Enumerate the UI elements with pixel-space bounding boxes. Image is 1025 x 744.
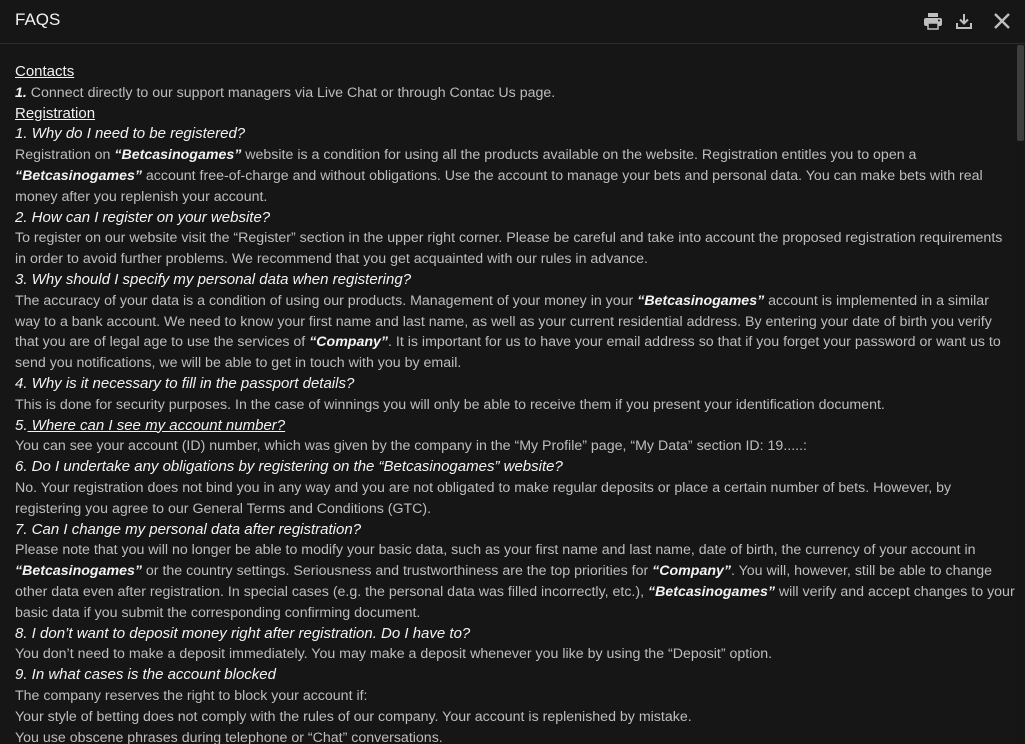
close-icon xyxy=(993,12,1011,30)
scrollbar-track[interactable] xyxy=(1016,45,1025,744)
faq-question-9: 9. In what cases is the account blocked xyxy=(15,666,276,684)
faq-answer-7: Please note that you will no longer be able to modify your basic data, such as your first name and last name, date of birth, the currency of your account in “Betcasinogames” or the country settings. Seriousness and trustworthiness are the top priorities for “Company”. You will, however, still be able to change other data even after registration. In special cases (e.g. the personal data was filled incorrectly, etc.), “Betcasinogames” will verify and accept changes to your basic data if you submit the corresponding confirming document. xyxy=(15,542,1015,621)
faq-question-5: 5. Where can I see my account number? xyxy=(15,416,286,434)
faq-question-8: 8. I don’t want to deposit money right after registration. Do I have to? xyxy=(15,624,471,642)
faq-answer-9-line-3: You use obscene phrases during telephone or “Chat” conversations. xyxy=(15,729,443,744)
download-button[interactable] xyxy=(952,9,976,33)
faq-question-3: 3. Why should I specify my personal data when registering? xyxy=(15,270,412,288)
section-heading-contacts: Contacts xyxy=(15,63,75,80)
faq-content xyxy=(15,62,1015,744)
download-icon xyxy=(955,12,973,30)
faq-answer-5: You can see your account (ID) number, which was given by the company in the “My Profile” page, “My Data” section ID: 19.....: xyxy=(15,438,807,455)
modal-title: FAQS xyxy=(15,10,61,29)
faq-answer-1: Registration on “Betcasinogames” website is a condition for using all the products available on the website. Registration entitles you to open a “Betcasinogames” account free-of-charge and without obligations. Use the account to manage your bets and personal data. You can make bets with real money after you replenish your account. xyxy=(15,147,983,205)
print-button[interactable] xyxy=(921,9,945,33)
print-icon xyxy=(923,12,943,30)
close-button[interactable] xyxy=(990,9,1014,33)
faq-question-4: 4. Why is it necessary to fill in the passport details? xyxy=(15,374,355,392)
faq-answer-9-line-1: The company reserves the right to block your account if: xyxy=(15,687,368,704)
faq-question-2: 2. How can I register on your website? xyxy=(15,208,271,226)
faq-answer-4: This is done for security purposes. In the case of winnings you will only be able to receive them if you present your identification document. xyxy=(15,396,885,413)
modal-header xyxy=(0,0,1025,44)
faq-question-1: 1. Why do I need to be registered? xyxy=(15,125,246,143)
faq-answer-3: The accuracy of your data is a condition of using our products. Management of your money in your “Betcasinogames” account is implemented in a similar way to a bank account. We need to know your first name and last name, as well as your current residential address. By entering your date of birth you verify that you are of legal age to use the services of “Company”. It is important for us to have your email address so that if you forget your password or want us to send you notifications, we will be able to get in touch with you by email. xyxy=(15,292,1001,372)
faq-answer-8: You don’t need to make a deposit immediately. You may make a deposit whenever you like by using the “Deposit” option. xyxy=(15,646,773,663)
scrollbar-thumb[interactable] xyxy=(1017,45,1024,141)
faq-question-7: 7. Can I change my personal data after registration? xyxy=(15,520,362,538)
contacts-item-1: 1. Connect directly to our support managers via Live Chat or through Contac Us page. xyxy=(15,84,556,101)
faq-answer-2: To register on our website visit the “Register” section in the upper right corner. Please be careful and take into account the proposed registration requirements in order to avoid further problems. We recommend that you get acquainted with our rules in advance. xyxy=(15,230,1003,268)
section-heading-registration: Registration xyxy=(15,104,96,122)
faq-answer-9-line-2: Your style of betting does not comply with the rules of our company. Your account is replenished by mistake. xyxy=(15,708,692,725)
faq-question-6: 6. Do I undertake any obligations by registering on the “Betcasinogames” website? xyxy=(15,458,563,476)
faq-answer-6: No. Your registration does not bind you in any way and you are not obligated to make regular deposits or place a certain number of bets. However, by registering you agree to our General Terms and Conditions (GTC). xyxy=(15,479,952,517)
account-number-link[interactable]: Where can I see my account number? xyxy=(27,416,286,434)
